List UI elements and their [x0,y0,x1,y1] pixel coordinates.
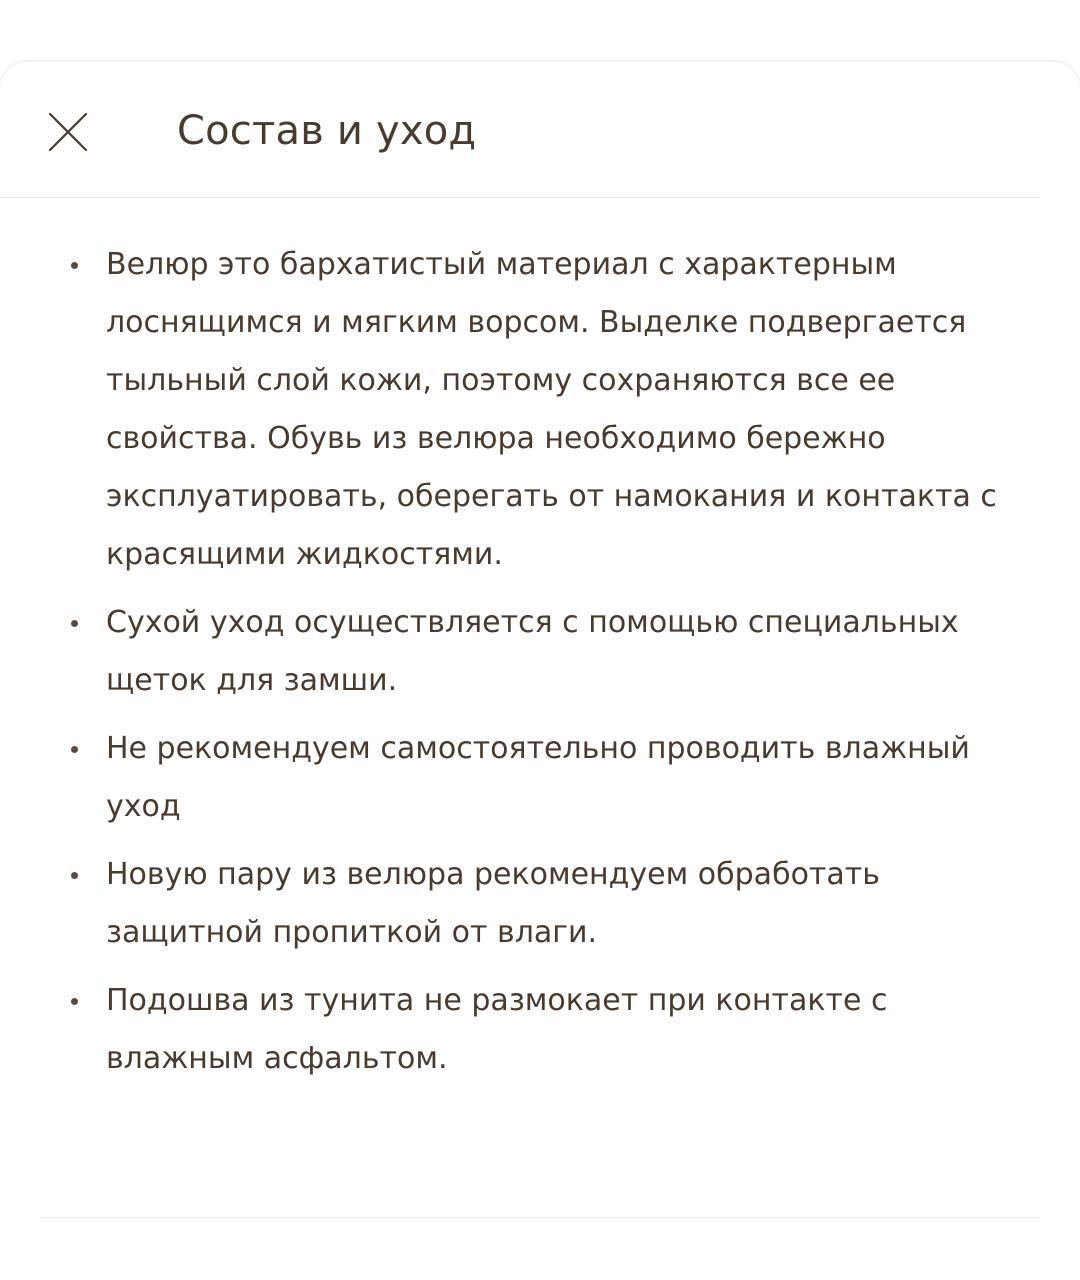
bullet [71,998,78,1005]
list-item-text: Подошва из тунита не размокает при контакте с влажным асфальтом. [106,983,888,1076]
list-item [0,594,1080,710]
list-item-text: Новую пару из велюра рекомендуем обработать защитной пропиткой от влаги. [106,857,880,950]
bullet [71,620,78,627]
list-item [0,972,1080,1088]
close-icon [44,108,92,156]
list-item [0,720,1080,836]
header-divider [0,197,1040,198]
list-item [0,846,1080,962]
page-title: Состав и уход [177,108,477,154]
close-button[interactable] [44,108,92,156]
bottom-sheet [0,62,1080,1280]
care-instructions-list [0,236,1080,1098]
list-item [0,236,1080,584]
list-item-text: Не рекомендуем самостоятельно проводить влажный уход [106,731,970,824]
top-strip [0,0,1080,62]
list-item-text: Велюр это бархатистый материал с характерным лоснящимся и мягким ворсом. Выделке подвергается тыльный слой кожи, поэтому сохраняются все ее свойства. Обувь из велюра необходимо бережно эксплуатировать, оберегать от намокания и контакта с красящими жидкостями. [106,247,997,572]
bottom-divider [40,1217,1040,1218]
sheet-header [0,62,1080,197]
bullet [71,872,78,879]
bullet [71,262,78,269]
list-item-text: Сухой уход осуществляется с помощью специальных щеток для замши. [106,605,959,698]
bullet [71,746,78,753]
